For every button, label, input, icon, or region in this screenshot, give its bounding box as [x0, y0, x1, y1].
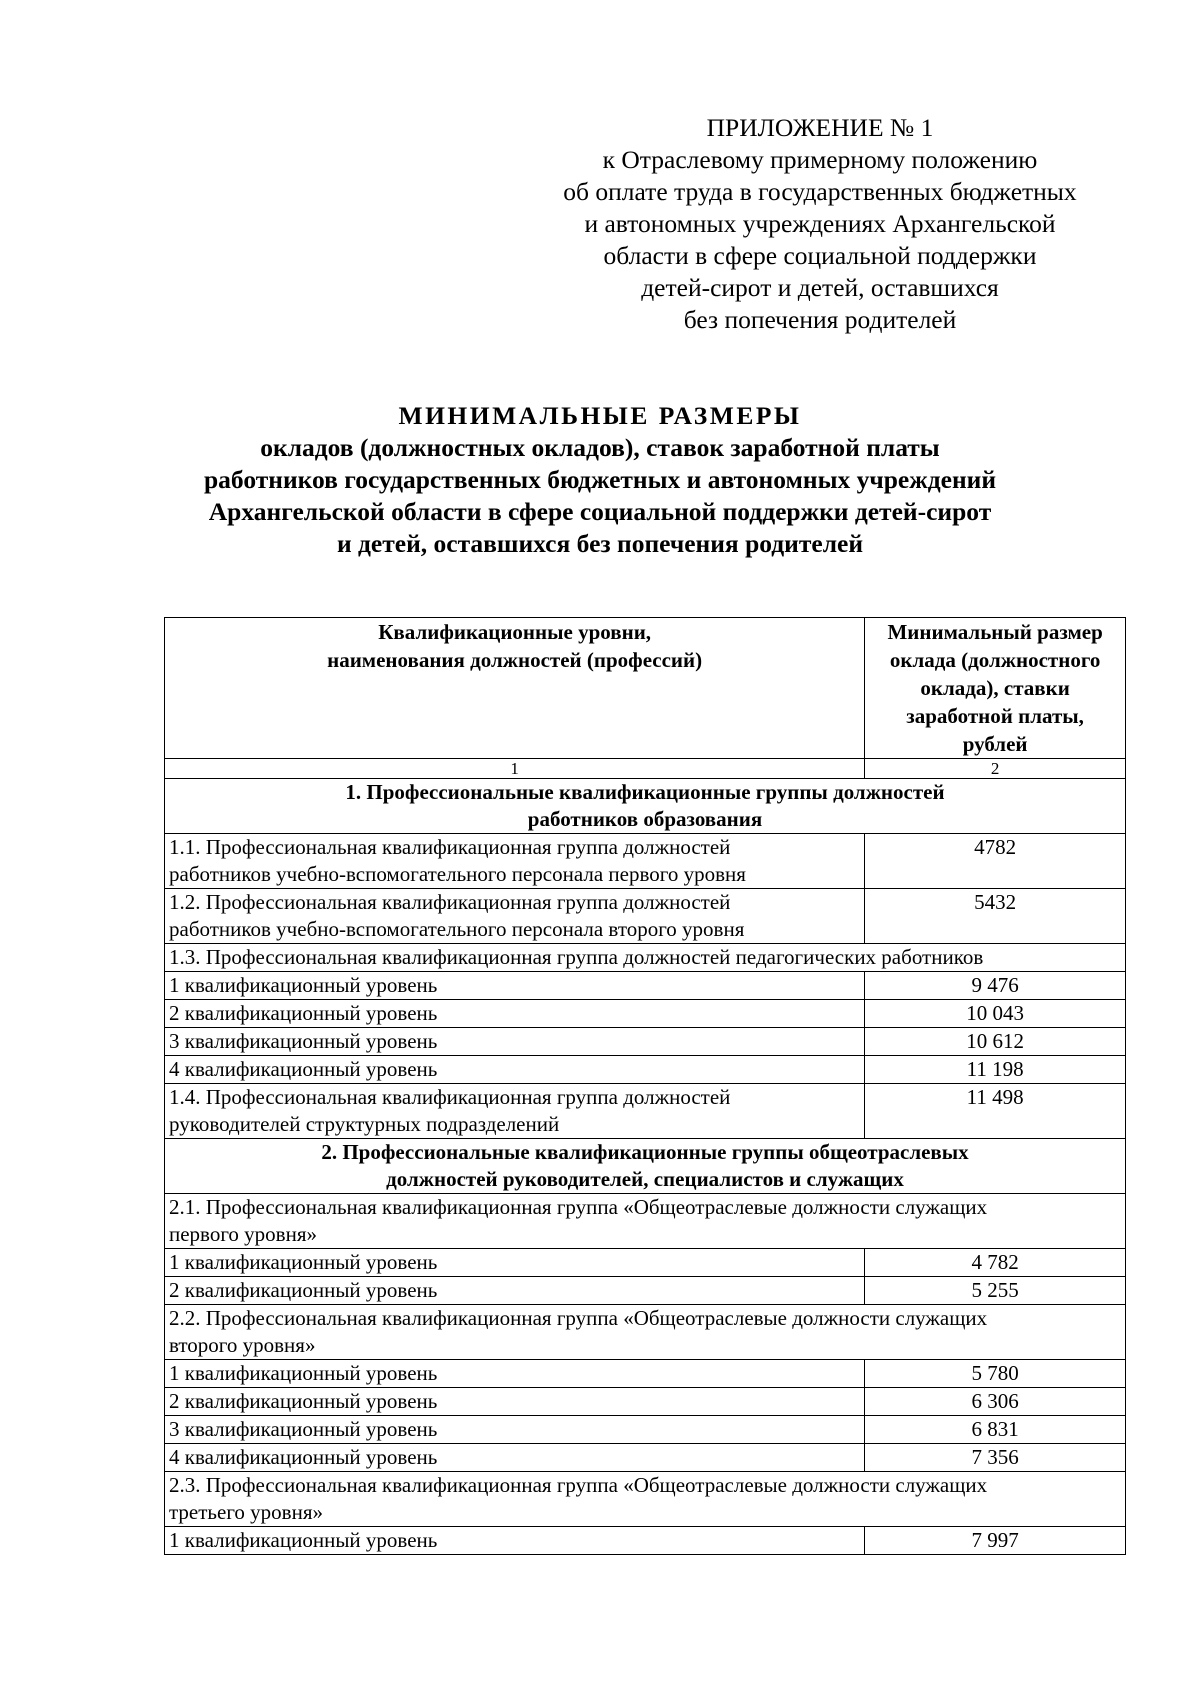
section-title — [165, 1139, 1126, 1194]
appendix-line: и автономных учреждениях Архангельской — [584, 209, 1056, 238]
row-label — [165, 834, 865, 889]
table-row — [165, 1277, 1126, 1305]
row-label — [165, 1028, 865, 1056]
row-label-line: третьего уровня» — [169, 1500, 323, 1524]
section-row — [165, 1139, 1126, 1194]
document-subtitle-line: и детей, оставшихся без попечения родителей — [336, 529, 864, 558]
appendix-line: к Отраслевому примерному положению — [602, 145, 1038, 174]
row-label — [165, 1360, 865, 1388]
row-label — [165, 1472, 1126, 1527]
row-label-line: первого уровня» — [169, 1222, 317, 1246]
table-row — [165, 1084, 1126, 1139]
table-row — [165, 1416, 1126, 1444]
row-label — [165, 1084, 865, 1139]
table-row — [165, 889, 1126, 944]
column-number-row — [165, 759, 1126, 779]
table-header-row — [165, 618, 1126, 759]
row-salary-value: 6 831 — [865, 1416, 1126, 1444]
row-salary-value: 4 782 — [865, 1249, 1126, 1277]
row-label — [165, 1444, 865, 1472]
section-title-line: работников образования — [527, 807, 763, 831]
header-text: Минимальный размер — [887, 620, 1103, 644]
table-body — [165, 779, 1126, 1555]
row-salary-value: 5 780 — [865, 1360, 1126, 1388]
header-qualification-levels — [165, 618, 865, 759]
appendix-header — [520, 112, 1120, 336]
row-label — [165, 944, 1126, 972]
document-heading — [130, 400, 1070, 560]
row-salary-value: 6 306 — [865, 1388, 1126, 1416]
row-label-line: 1 квалификационный уровень — [169, 1528, 438, 1552]
row-label — [165, 1056, 865, 1084]
row-label-line: 2 квалификационный уровень — [169, 1001, 438, 1025]
column-number: 2 — [865, 759, 1126, 779]
table-row — [165, 1056, 1126, 1084]
row-label-line: 1.4. Профессиональная квалификационная группа должностей — [169, 1085, 731, 1109]
row-label-line: работников учебно-вспомогательного персонала первого уровня — [169, 862, 746, 886]
row-label-line: 1 квалификационный уровень — [169, 973, 438, 997]
row-label-line: 2.2. Профессиональная квалификационная группа «Общеотраслевые должности служащих — [169, 1306, 988, 1330]
section-row — [165, 779, 1126, 834]
row-label-line: 3 квалификационный уровень — [169, 1029, 438, 1053]
row-label-line: работников учебно-вспомогательного персонала второго уровня — [169, 917, 745, 941]
row-label — [165, 1388, 865, 1416]
row-label-line: 4 квалификационный уровень — [169, 1445, 438, 1469]
row-label — [165, 1194, 1126, 1249]
table-row — [165, 1028, 1126, 1056]
table-row — [165, 1360, 1126, 1388]
row-label-line: 2 квалификационный уровень — [169, 1389, 438, 1413]
document-title: МИНИМАЛЬНЫЕ РАЗМЕРЫ — [398, 401, 802, 430]
table-row — [165, 1472, 1126, 1527]
document-subtitle-line: работников государственных бюджетных и автономных учреждений — [203, 465, 997, 494]
row-label-line: 4 квалификационный уровень — [169, 1057, 438, 1081]
header-minimum-salary — [865, 618, 1126, 759]
row-salary-value: 7 997 — [865, 1527, 1126, 1555]
row-salary-value: 10 612 — [865, 1028, 1126, 1056]
row-label-line: 1.3. Профессиональная квалификационная группа должностей педагогических работников — [169, 945, 984, 969]
table-row — [165, 1249, 1126, 1277]
document-subtitle-line: Архангельской области в сфере социальной поддержки детей-сирот — [208, 497, 992, 526]
row-label-line: 2 квалификационный уровень — [169, 1278, 438, 1302]
row-salary-value: 10 043 — [865, 1000, 1126, 1028]
appendix-line: об оплате труда в государственных бюджетных — [563, 177, 1077, 206]
section-title-line: 1. Профессиональные квалификационные группы должностей — [345, 780, 945, 804]
table-row — [165, 1194, 1126, 1249]
salary-table — [164, 617, 1126, 1555]
row-salary-value: 9 476 — [865, 972, 1126, 1000]
table-row — [165, 1527, 1126, 1555]
table-row — [165, 1388, 1126, 1416]
document-subtitle-line: окладов (должностных окладов), ставок заработной платы — [260, 433, 940, 462]
row-label — [165, 1305, 1126, 1360]
row-salary-value: 7 356 — [865, 1444, 1126, 1472]
appendix-line: ПРИЛОЖЕНИЕ № 1 — [706, 113, 934, 142]
table-row — [165, 944, 1126, 972]
header-text: оклада), ставки — [920, 676, 1070, 700]
header-text: заработной платы, — [906, 704, 1084, 728]
header-text: оклада (должностного — [889, 648, 1101, 672]
column-number: 1 — [165, 759, 865, 779]
row-salary-value: 11 498 — [865, 1084, 1126, 1139]
row-label-line: 1 квалификационный уровень — [169, 1361, 438, 1385]
row-label — [165, 889, 865, 944]
row-salary-value: 11 198 — [865, 1056, 1126, 1084]
header-text: Квалификационные уровни, — [378, 620, 652, 644]
appendix-line: области в сфере социальной поддержки — [603, 241, 1037, 270]
row-label-line: 1.2. Профессиональная квалификационная группа должностей — [169, 890, 731, 914]
appendix-line: детей-сирот и детей, оставшихся — [641, 273, 999, 302]
row-salary-value: 4782 — [865, 834, 1126, 889]
header-text: рублей — [962, 732, 1028, 756]
row-label — [165, 1277, 865, 1305]
row-label — [165, 1416, 865, 1444]
table-row — [165, 1305, 1126, 1360]
section-title-line: 2. Профессиональные квалификационные группы общеотраслевых — [321, 1140, 969, 1164]
row-label-line: второго уровня» — [169, 1333, 316, 1357]
row-salary-value: 5 255 — [865, 1277, 1126, 1305]
row-label-line: 2.3. Профессиональная квалификационная группа «Общеотраслевые должности служащих — [169, 1473, 988, 1497]
row-label-line: 2.1. Профессиональная квалификационная группа «Общеотраслевые должности служащих — [169, 1195, 988, 1219]
table-row — [165, 1000, 1126, 1028]
table-row — [165, 1444, 1126, 1472]
section-title-line: должностей руководителей, специалистов и служащих — [386, 1167, 904, 1191]
row-label-line: 3 квалификационный уровень — [169, 1417, 438, 1441]
header-text: наименования должностей (профессий) — [327, 648, 703, 672]
row-label-line: 1.1. Профессиональная квалификационная группа должностей — [169, 835, 731, 859]
row-salary-value: 5432 — [865, 889, 1126, 944]
row-label — [165, 972, 865, 1000]
row-label — [165, 1249, 865, 1277]
row-label — [165, 1000, 865, 1028]
table-row — [165, 834, 1126, 889]
row-label-line: руководителей структурных подразделений — [169, 1112, 560, 1136]
section-title — [165, 779, 1126, 834]
row-label-line: 1 квалификационный уровень — [169, 1250, 438, 1274]
row-label — [165, 1527, 865, 1555]
table-row — [165, 972, 1126, 1000]
appendix-line: без попечения родителей — [683, 305, 957, 334]
